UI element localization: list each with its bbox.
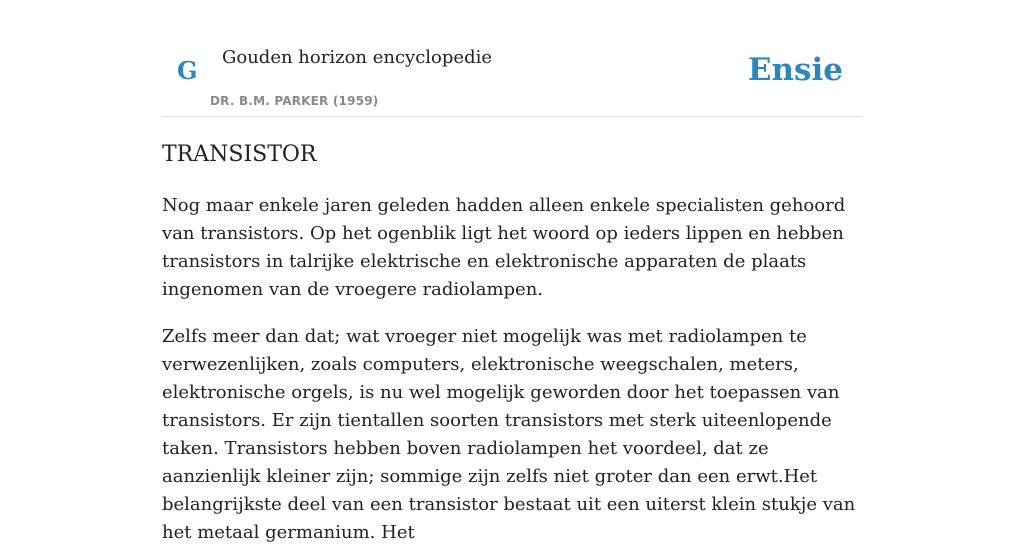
article-paragraph: Zelfs meer dan dat; wat vroeger niet mogelijk was met radiolampen te verwezenlijken, zoals computers, elektronische weegschalen, meters, elektronische orgels, is nu wel mogelijk geworden door het toepassen van transistors. Er zijn tientallen soorten transistors met sterk uiteenlopende taken. Transistors hebben boven radiolampen het voordeel, dat ze aanzienlijk kleiner zijn; sommige zijn zelfs niet groter dan een erwt.Het belangrijkste deel van een transistor bestaat uit een uiterst klein stukje van het metaal germanium. Het (162, 326, 856, 543)
ensie-logo-link[interactable]: Ensie (747, 52, 843, 88)
header (162, 0, 862, 117)
book-author: DR. B.M. PARKER (1959) (210, 94, 379, 108)
article-paragraph: Nog maar enkele jaren geleden hadden alleen enkele specialisten gehoord van transistors. Op het ogenblik ligt het woord op ieders lippen en hebben transistors in talrijke elektrische en elektronische apparaten de plaats ingenomen van de vroegere radiolampen. (162, 195, 846, 300)
book-logo-icon[interactable]: G (177, 56, 198, 85)
page-title: TRANSISTOR (162, 142, 317, 167)
book-title-link[interactable]: Gouden horizon encyclopedie (222, 47, 492, 68)
article-content (162, 138, 862, 547)
